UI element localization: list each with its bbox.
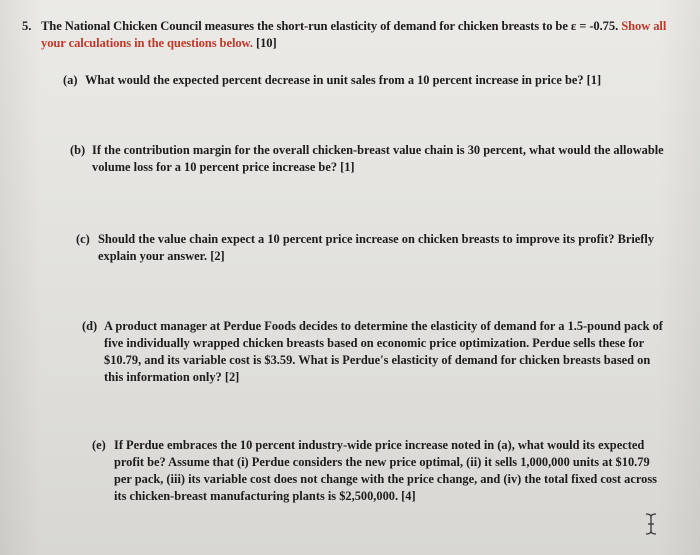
part-b-letter: (b) bbox=[70, 143, 86, 157]
part-b-text: If the contribution margin for the overall chicken-breast value chain is 30 percent, what would the allowable volume loss for a 10 percent price increase be? [1] bbox=[92, 143, 664, 174]
part-e-letter: (e) bbox=[92, 438, 106, 452]
part-d-text: A product manager at Perdue Foods decides to determine the elasticity of demand for a 1.5-pound pack of five individually wrapped chicken breasts based on economic price optimization. Perdue sells these for $10.79, and its variable cost is $3.59. What is Perdue's elasticity of demand for chicken breasts based on this information only? [2] bbox=[104, 319, 663, 384]
question-instruction: Show all your calculations in the questions below. bbox=[41, 19, 667, 50]
part-a-text: What would the expected percent decrease in unit sales from a 10 percent increase in price be? [1] bbox=[85, 73, 602, 87]
text-cursor-icon bbox=[645, 513, 657, 540]
question-marks: [10] bbox=[255, 36, 277, 50]
part-c-letter: (c) bbox=[76, 232, 90, 246]
question-stem bbox=[41, 18, 681, 52]
part-d-letter: (d) bbox=[82, 319, 98, 333]
question-stem-text: The National Chicken Council measures the short-run elasticity of demand for chicken breasts to be ε = -0.75. bbox=[41, 19, 619, 33]
part-e-text: If Perdue embraces the 10 percent industry-wide price increase noted in (a), what would its expected profit be? Assume that (i) Perdue considers the new price optimal, (ii) it sells 1,000,000 units at $10.79 per pack, (iii) its variable cost does not change with the price change, and (iv) the total fixed cost across its chicken-breast manufacturing plants is $2,500,000. [4] bbox=[114, 438, 657, 503]
part-c-text: Should the value chain expect a 10 percent price increase on chicken breasts to improve its profit? Briefly explain your answer. [2] bbox=[98, 232, 655, 263]
part-a-letter: (a) bbox=[63, 73, 78, 87]
question-number: 5. bbox=[22, 19, 32, 33]
